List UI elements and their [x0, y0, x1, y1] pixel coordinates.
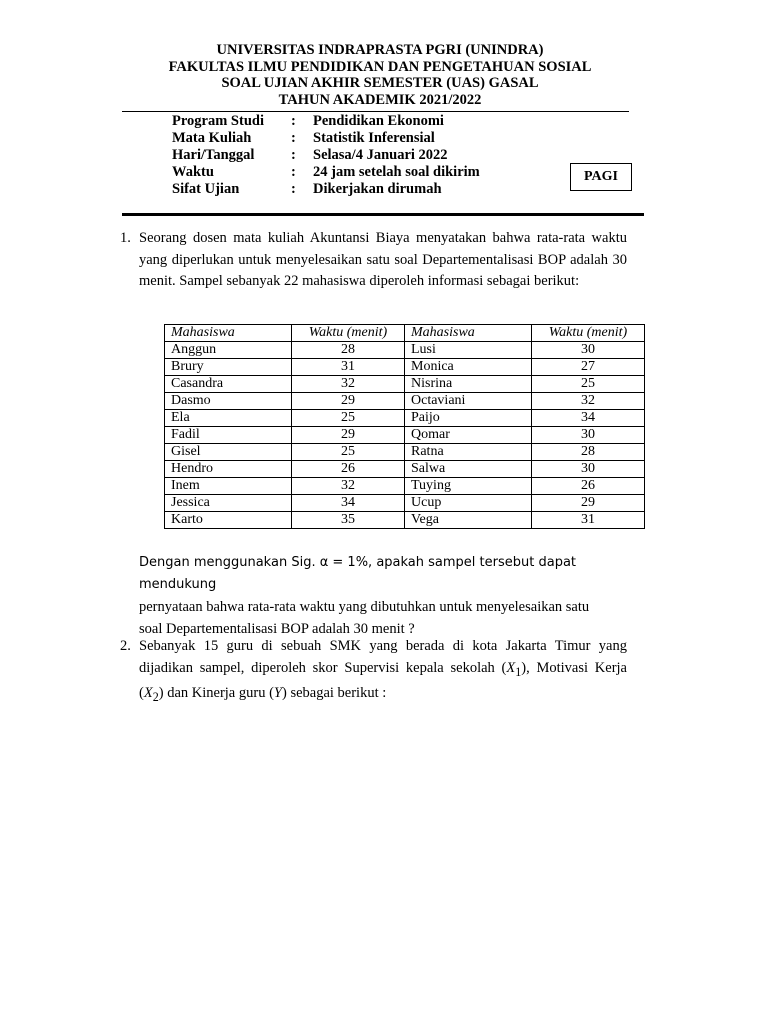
column-header: Waktu (menit): [292, 325, 405, 342]
academic-year: TAHUN AKADEMIK 2021/2022: [278, 91, 482, 108]
exam-info: [172, 113, 480, 198]
time-cell: 35: [292, 512, 405, 529]
info-row-program: [172, 113, 480, 130]
info-value: Statistik Inferensial: [313, 130, 435, 146]
table-row: [165, 376, 645, 393]
info-colon: :: [291, 164, 296, 180]
followup-line: soal Departementalisasi BOP adalah 30 menit ?: [139, 621, 415, 637]
variable-y: Y: [273, 684, 282, 701]
info-label: Waktu: [172, 164, 214, 180]
student-name-cell: Vega: [405, 512, 532, 529]
student-name-cell: Hendro: [165, 461, 292, 478]
time-cell: 28: [532, 444, 645, 461]
info-row-date: [172, 147, 480, 164]
student-name-cell: Brury: [165, 359, 292, 376]
student-name-cell: Karto: [165, 512, 292, 529]
student-name-cell: Octaviani: [405, 393, 532, 410]
student-name-cell: Casandra: [165, 376, 292, 393]
table-row: [165, 461, 645, 478]
time-cell: 26: [292, 461, 405, 478]
table-row: [165, 427, 645, 444]
info-value: Selasa/4 Januari 2022: [313, 147, 448, 163]
time-cell: 28: [292, 342, 405, 359]
student-name-cell: Qomar: [405, 427, 532, 444]
table-header-row: [165, 325, 645, 342]
time-cell: 30: [532, 342, 645, 359]
section-divider: [122, 213, 644, 216]
time-cell: 25: [292, 444, 405, 461]
student-name-cell: Nisrina: [405, 376, 532, 393]
column-header: Mahasiswa: [405, 325, 532, 342]
followup-line: Dengan menggunakan Sig. α = 1%, apakah sampel tersebut dapat mendukung: [139, 555, 577, 592]
student-name-cell: Anggun: [165, 342, 292, 359]
time-cell: 30: [532, 427, 645, 444]
student-name-cell: Fadil: [165, 427, 292, 444]
student-name-cell: Gisel: [165, 444, 292, 461]
info-value: Dikerjakan dirumah: [313, 181, 442, 197]
time-cell: 27: [532, 359, 645, 376]
student-name-cell: Ucup: [405, 495, 532, 512]
time-cell: 31: [532, 512, 645, 529]
table-row: [165, 512, 645, 529]
table-row: [165, 359, 645, 376]
table-row: [165, 444, 645, 461]
question-text: [139, 636, 627, 708]
info-label: Hari/Tanggal: [172, 147, 255, 163]
student-name-cell: Jessica: [165, 495, 292, 512]
question-number: 2.: [120, 638, 131, 654]
question-2: [120, 636, 627, 708]
time-cell: 32: [292, 478, 405, 495]
exam-header: [120, 42, 640, 108]
time-cell: 29: [532, 495, 645, 512]
student-name-cell: Salwa: [405, 461, 532, 478]
question-text-part: ) dan Kinerja guru (: [158, 684, 274, 701]
info-label: Sifat Ujian: [172, 181, 240, 197]
student-name-cell: Dasmo: [165, 393, 292, 410]
time-cell: 31: [292, 359, 405, 376]
header-divider: [122, 111, 629, 112]
followup-line: pernyataan bahwa rata-rata waktu yang dibutuhkan untuk menyelesaikan satu: [139, 599, 590, 615]
time-cell: 29: [292, 427, 405, 444]
question-number: 1.: [120, 230, 131, 246]
info-colon: :: [291, 147, 296, 163]
question-1-followup: [139, 552, 629, 640]
info-colon: :: [291, 130, 296, 146]
exam-title: SOAL UJIAN AKHIR SEMESTER (UAS) GASAL: [221, 75, 539, 91]
time-cell: 34: [292, 495, 405, 512]
table-row: [165, 342, 645, 359]
student-name-cell: Tuying: [405, 478, 532, 495]
info-label: Program Studi: [172, 113, 264, 129]
time-cell: 26: [532, 478, 645, 495]
info-colon: :: [291, 181, 296, 197]
info-value: 24 jam setelah soal dikirim: [313, 164, 480, 180]
info-value: Pendidikan Ekonomi: [313, 113, 444, 129]
student-name-cell: Monica: [405, 359, 532, 376]
question-text-part: ), Motivasi Kerja (: [139, 659, 627, 701]
info-colon: :: [291, 113, 296, 129]
time-cell: 32: [292, 376, 405, 393]
time-cell: 34: [532, 410, 645, 427]
data-table: [164, 324, 645, 529]
question-text-part: ) sebagai berikut :: [281, 684, 387, 701]
student-name-cell: Inem: [165, 478, 292, 495]
table-row: [165, 410, 645, 427]
variable-subscript: 1: [515, 664, 522, 679]
table-row: [165, 495, 645, 512]
info-row-nature: [172, 181, 480, 198]
column-header: Waktu (menit): [532, 325, 645, 342]
table-row: [165, 478, 645, 495]
student-name-cell: Lusi: [405, 342, 532, 359]
time-cell: 25: [292, 410, 405, 427]
question-1: [120, 228, 627, 293]
info-label: Mata Kuliah: [172, 130, 252, 146]
variable-x1: X: [506, 659, 516, 676]
time-cell: 25: [532, 376, 645, 393]
time-cell: 32: [532, 393, 645, 410]
university-name: UNIVERSITAS INDRAPRASTA PGRI (UNINDRA): [216, 42, 544, 58]
student-name-cell: Paijo: [405, 410, 532, 427]
student-name-cell: Ela: [165, 410, 292, 427]
student-name-cell: Ratna: [405, 444, 532, 461]
faculty-name: FAKULTAS ILMU PENDIDIKAN DAN PENGETAHUAN SOSIAL: [168, 58, 592, 75]
info-row-course: [172, 130, 480, 147]
table-row: [165, 393, 645, 410]
info-row-time: [172, 164, 480, 181]
variable-x2: X: [143, 684, 153, 701]
column-header: Mahasiswa: [165, 325, 292, 342]
session-badge: PAGI: [570, 163, 632, 191]
question-text: Seorang dosen mata kuliah Akuntansi Biaya menyatakan bahwa rata-rata waktu yang diperlukan untuk menyelesaikan satu soal Departementalisasi BOP adalah 30 menit. Sampel sebanyak 22 mahasiswa diperoleh informasi sebagai berikut:: [139, 230, 627, 289]
time-cell: 30: [532, 461, 645, 478]
variable-subscript: 2: [152, 689, 159, 704]
time-cell: 29: [292, 393, 405, 410]
question-text-part: Sebanyak 15 guru di sebuah SMK yang berada di kota Jakarta Timur yang dijadikan sampel, diperoleh skor Supervisi kepala sekolah (: [139, 638, 627, 676]
